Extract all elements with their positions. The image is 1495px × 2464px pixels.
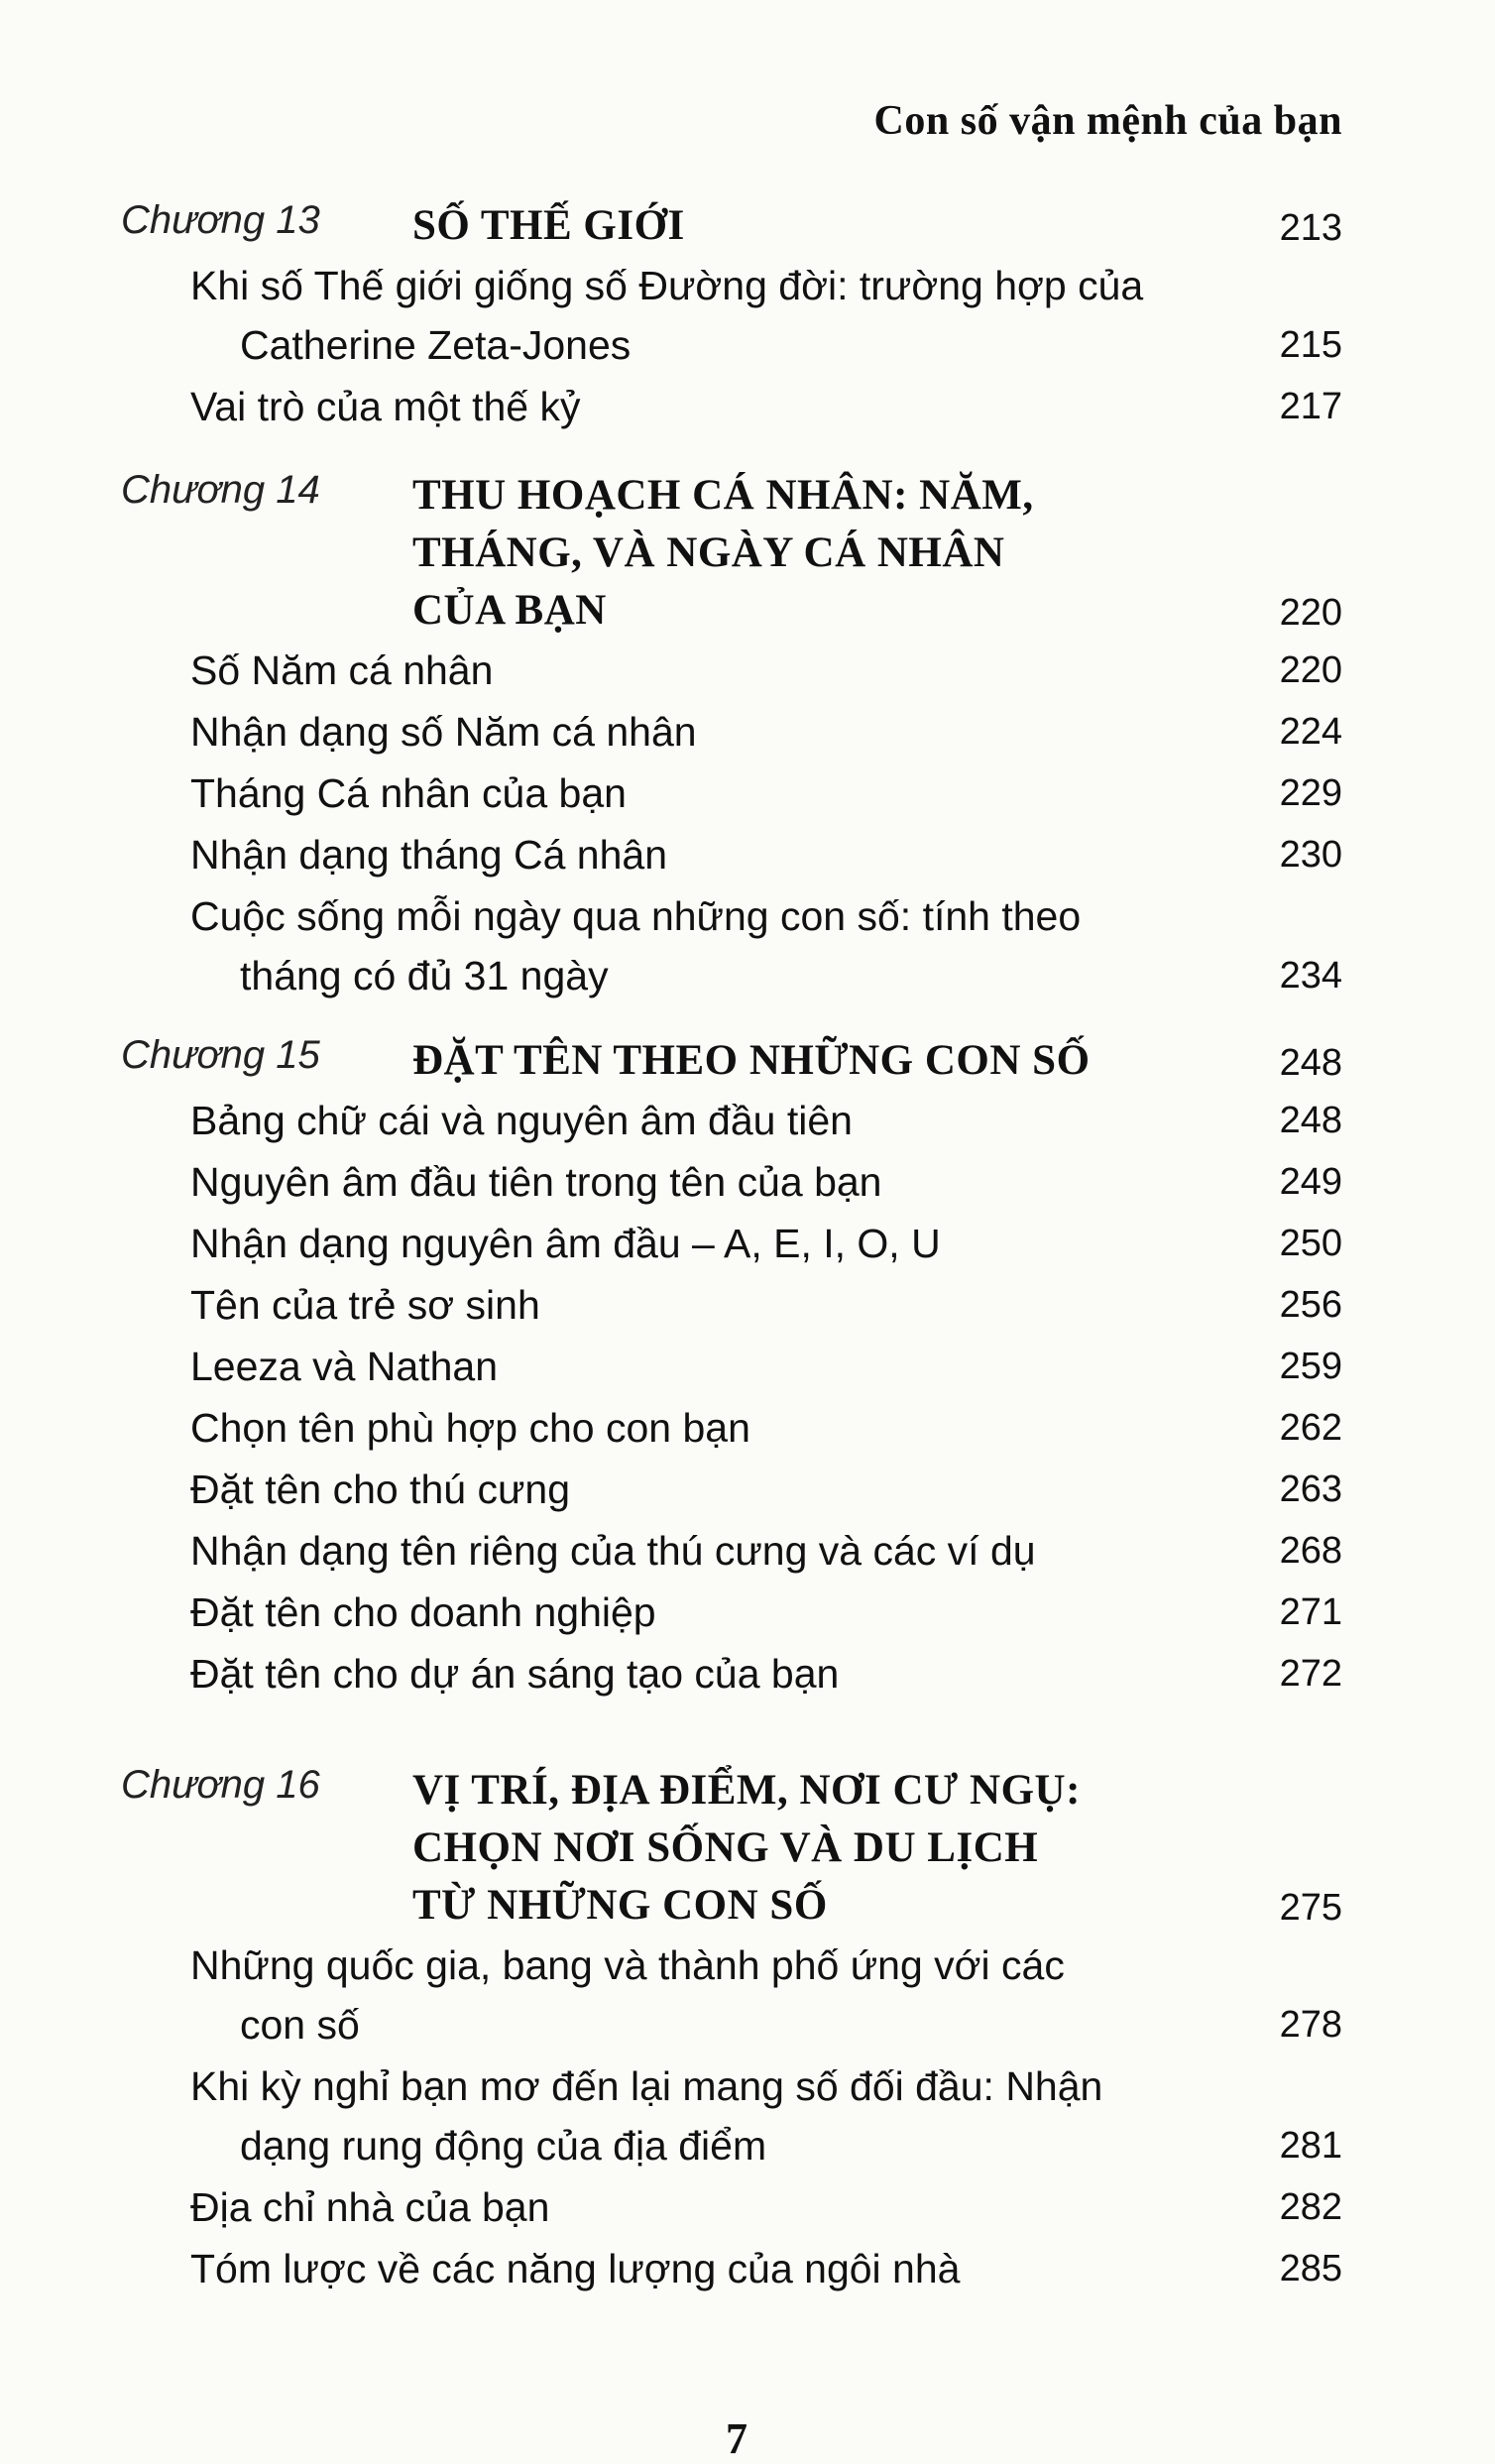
entry-page: 278 [1279,2004,1342,2046]
toc-entry: dạng rung động của địa điểm [240,2123,767,2169]
chapter-title: THÁNG, VÀ NGÀY CÁ NHÂN [412,529,1005,576]
entry-page: 262 [1279,1407,1342,1449]
entry-page: 230 [1279,834,1342,876]
chapter-title: CỦA BẠN [412,587,607,634]
entry-page: 281 [1279,2125,1342,2167]
chapter-page: 220 [1279,592,1342,634]
toc-entry: Nhận dạng số Năm cá nhân [190,709,697,755]
entry-page: 285 [1279,2248,1342,2289]
chapter-page: 213 [1279,207,1342,249]
toc-entry: Tên của trẻ sơ sinh [190,1282,540,1328]
toc-entry: Tháng Cá nhân của bạn [190,770,627,816]
toc-entry: Địa chỉ nhà của bạn [190,2184,550,2230]
toc-entry: Chọn tên phù hợp cho con bạn [190,1405,750,1451]
entry-page: 250 [1279,1223,1342,1264]
entry-page: 268 [1279,1530,1342,1572]
toc-entry: Tóm lược về các năng lượng của ngôi nhà [190,2246,961,2291]
toc-entry: Catherine Zeta-Jones [240,322,632,368]
chapter-page: 248 [1279,1042,1342,1084]
entry-page: 248 [1279,1100,1342,1141]
toc-entry: Vai trò của một thế kỷ [190,384,581,429]
toc-entry: tháng có đủ 31 ngày [240,953,609,998]
toc-entry: Nhận dạng tháng Cá nhân [190,832,668,878]
entry-page: 271 [1279,1591,1342,1633]
toc-entry: Nguyên âm đầu tiên trong tên của bạn [190,1159,882,1205]
entry-page: 229 [1279,772,1342,814]
entry-page: 272 [1279,1653,1342,1695]
chapter-page: 275 [1279,1887,1342,1929]
entry-page: 217 [1279,386,1342,427]
entry-page: 220 [1279,649,1342,691]
entry-page: 215 [1279,324,1342,366]
toc-entry: Đặt tên cho thú cưng [190,1467,571,1512]
entry-page: 263 [1279,1468,1342,1510]
running-header: Con số vận mệnh của bạn [873,98,1342,144]
entry-page: 234 [1279,955,1342,997]
toc-entry: Đặt tên cho doanh nghiệp [190,1589,656,1635]
toc-entry: Những quốc gia, bang và thành phố ứng với các [190,1942,1065,1988]
toc-entry: Khi kỳ nghỉ bạn mơ đến lại mang số đối đầu: Nhận [190,2063,1103,2109]
chapter-label: Chương 14 [121,468,320,512]
page-number: 7 [726,2414,748,2463]
chapter-label: Chương 13 [121,198,320,242]
toc-entry: Nhận dạng nguyên âm đầu – A, E, I, O, U [190,1221,941,1266]
chapter-label: Chương 15 [121,1033,320,1077]
chapter-title: ĐẶT TÊN THEO NHỮNG CON SỐ [412,1037,1091,1084]
entry-page: 259 [1279,1346,1342,1387]
toc-entry: Số Năm cá nhân [190,647,494,693]
toc-entry: con số [240,2002,360,2048]
chapter-title: SỐ THẾ GIỚI [412,202,685,249]
chapter-title: VỊ TRÍ, ĐỊA ĐIỂM, NƠI CƯ NGỤ: [412,1767,1081,1814]
entry-page: 256 [1279,1284,1342,1326]
entry-page: 224 [1279,711,1342,753]
entry-page: 249 [1279,1161,1342,1203]
toc-entry: Leeza và Nathan [190,1344,499,1389]
chapter-title: CHỌN NƠI SỐNG VÀ DU LỊCH [412,1824,1039,1871]
chapter-title: TỪ NHỮNG CON SỐ [412,1882,828,1929]
chapter-label: Chương 16 [121,1763,320,1807]
chapter-title: THU HOẠCH CÁ NHÂN: NĂM, [412,472,1034,519]
toc-entry: Khi số Thế giới giống số Đường đời: trường hợp của [190,263,1144,308]
toc-entry: Đặt tên cho dự án sáng tạo của bạn [190,1651,840,1697]
entry-page: 282 [1279,2186,1342,2228]
toc-entry: Cuộc sống mỗi ngày qua những con số: tính theo [190,893,1082,939]
toc-entry: Bảng chữ cái và nguyên âm đầu tiên [190,1098,853,1143]
toc-entry: Nhận dạng tên riêng của thú cưng và các ví dụ [190,1528,1036,1574]
